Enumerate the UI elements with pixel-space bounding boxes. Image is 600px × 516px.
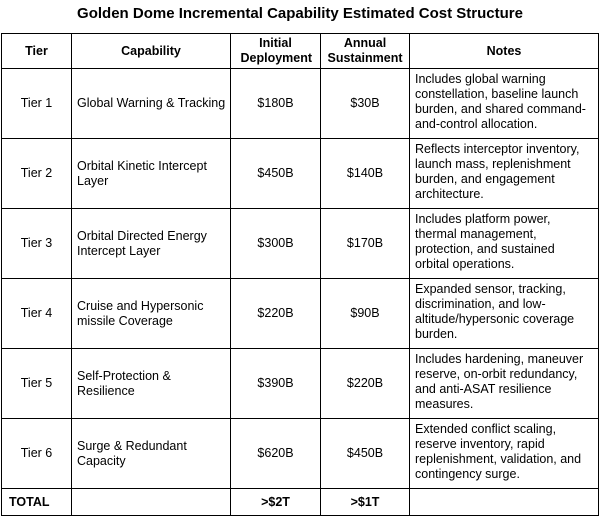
total-row [2, 489, 599, 516]
annual-cost-cell: $170B [321, 209, 410, 279]
annual-cost-cell: $220B [321, 349, 410, 419]
tier-cell: Tier 3 [2, 209, 72, 279]
initial-cost-cell: $180B [231, 69, 321, 139]
notes-cell: Includes platform power, thermal management, protection, and sustained orbital operations. [410, 209, 599, 279]
tier-cell: Tier 2 [2, 139, 72, 209]
total-initial-cell: >$2T [231, 489, 321, 516]
notes-cell: Includes global warning constellation, baseline launch burden, and shared command-and-control allocation. [410, 69, 599, 139]
total-label-cell: TOTAL [2, 489, 72, 516]
table-row [2, 419, 599, 489]
tier-cell: Tier 4 [2, 279, 72, 349]
header-row [2, 34, 599, 69]
header-notes: Notes [410, 34, 599, 69]
capability-cell: Cruise and Hypersonic missile Coverage [72, 279, 231, 349]
cost-structure-table [1, 33, 599, 516]
header-tier: Tier [2, 34, 72, 69]
table-row [2, 209, 599, 279]
capability-cell: Orbital Kinetic Intercept Layer [72, 139, 231, 209]
annual-cost-cell: $30B [321, 69, 410, 139]
table-row [2, 279, 599, 349]
notes-cell: Expanded sensor, tracking, discrimination, and low-altitude/hypersonic coverage burden. [410, 279, 599, 349]
total-capability-cell [72, 489, 231, 516]
table-title: Golden Dome Incremental Capability Estimated Cost Structure [77, 5, 523, 22]
initial-cost-cell: $220B [231, 279, 321, 349]
notes-cell: Reflects interceptor inventory, launch mass, replenishment burden, and engagement architecture. [410, 139, 599, 209]
table-row [2, 139, 599, 209]
table-row [2, 69, 599, 139]
total-annual-cell: >$1T [321, 489, 410, 516]
header-annual-label: Annual Sustainment [327, 36, 403, 65]
table-row [2, 349, 599, 419]
initial-cost-cell: $300B [231, 209, 321, 279]
total-notes-cell [410, 489, 599, 516]
capability-cell: Surge & Redundant Capacity [72, 419, 231, 489]
tier-cell: Tier 6 [2, 419, 72, 489]
capability-cell: Global Warning & Tracking [72, 69, 231, 139]
notes-cell: Includes hardening, maneuver reserve, on-orbit redundancy, and anti-ASAT resilience measures. [410, 349, 599, 419]
initial-cost-cell: $450B [231, 139, 321, 209]
header-capability: Capability [72, 34, 231, 69]
annual-cost-cell: $140B [321, 139, 410, 209]
header-annual-sustainment [321, 34, 410, 69]
header-initial-deployment [231, 34, 321, 69]
initial-cost-cell: $390B [231, 349, 321, 419]
capability-cell: Orbital Directed Energy Intercept Layer [72, 209, 231, 279]
initial-cost-cell: $620B [231, 419, 321, 489]
tier-cell: Tier 5 [2, 349, 72, 419]
tier-cell: Tier 1 [2, 69, 72, 139]
notes-cell: Extended conflict scaling, reserve inventory, rapid replenishment, validation, and contingency surge. [410, 419, 599, 489]
header-initial-label: Initial Deployment [240, 36, 313, 65]
annual-cost-cell: $450B [321, 419, 410, 489]
annual-cost-cell: $90B [321, 279, 410, 349]
capability-cell: Self-Protection & Resilience [72, 349, 231, 419]
